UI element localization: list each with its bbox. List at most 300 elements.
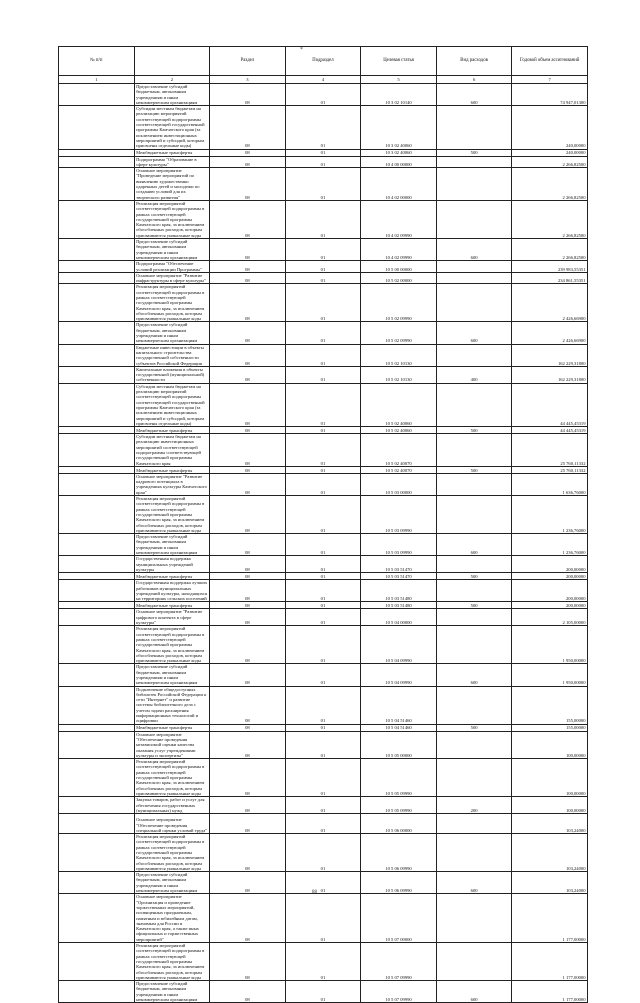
col-number: 7 (512, 76, 588, 84)
row-number-cell (59, 434, 135, 467)
header-target-article: Целевая статья (361, 47, 437, 76)
row-name-cell: Реализация мероприятий соответствующей подпрограммы в рамках соответствующей государственной программы Камчатского края, за исключением обособленных расходов, которым присваиваются уникальные коды (134, 496, 210, 534)
row-subsection-cell: 01 (285, 981, 361, 1003)
row-target-article-cell: 10 5 04 00000 (361, 609, 437, 626)
row-section-cell: 08 (210, 814, 286, 834)
row-section-cell: 08 (210, 664, 286, 686)
header-name (134, 47, 210, 76)
row-subsection-cell: 01 (285, 814, 361, 834)
table-row (59, 724, 588, 731)
page-number: 88 (312, 890, 317, 895)
row-target-article-cell: 10 5 04 09990 (361, 626, 437, 664)
row-name-cell: Основное мероприятие "Проведение мероприятий по выявлению художественно одаренных детей и молодежи по созданию условий для их творческого развития" (134, 168, 210, 201)
row-section-cell: 08 (210, 731, 286, 758)
row-amount-cell: 155,00000 (512, 724, 588, 731)
col-number: 4 (285, 76, 361, 84)
table-row (59, 759, 588, 797)
row-amount-cell: 25 760,11332 (512, 434, 588, 467)
row-target-article-cell: 10 5 03 09990 (361, 496, 437, 534)
row-subsection-cell: 01 (285, 272, 361, 284)
table-row (59, 261, 588, 273)
row-number-cell (59, 814, 135, 834)
row-target-article-cell: 10 5 02 10130 (361, 344, 437, 366)
row-number-cell (59, 872, 135, 894)
row-expense-kind-cell (436, 156, 512, 168)
row-target-article-cell: 10 5 05 00000 (361, 731, 437, 758)
row-subsection-cell: 01 (285, 664, 361, 686)
row-expense-kind-cell (436, 473, 512, 495)
row-target-article-cell: 10 5 02 40060 (361, 383, 437, 426)
row-number-cell (59, 261, 135, 273)
row-target-article-cell: 10 5 07 00000 (361, 894, 437, 943)
table-row (59, 156, 588, 168)
row-name-cell: Реализация мероприятий соответствующей подпрограммы в рамках соответствующей государственной программы Камчатского края, за исключением обособленных расходов, которым присваиваются уникальные коды (134, 834, 210, 872)
row-amount-cell: 155,00000 (512, 686, 588, 724)
row-amount-cell: 240,00000 (512, 149, 588, 156)
row-subsection-cell: 01 (285, 872, 361, 894)
row-amount-cell: 2 266,82500 (512, 168, 588, 201)
table-row (59, 943, 588, 981)
row-section-cell: 08 (210, 797, 286, 814)
header-expense-kind: Вид расходов (436, 47, 512, 76)
table-row (59, 609, 588, 626)
row-expense-kind-cell: 200 (436, 797, 512, 814)
row-section-cell: 08 (210, 686, 286, 724)
row-subsection-cell: 01 (285, 200, 361, 238)
row-subsection-cell: 01 (285, 168, 361, 201)
row-target-article-cell: 10 5 07 09990 (361, 943, 437, 981)
col-number: 2 (134, 76, 210, 84)
row-expense-kind-cell (436, 383, 512, 426)
row-target-article-cell: 10 5 04 51460 (361, 686, 437, 724)
row-amount-cell: 240,00000 (512, 106, 588, 149)
table-row (59, 272, 588, 284)
table-row (59, 427, 588, 434)
row-expense-kind-cell (436, 496, 512, 534)
table-body (59, 84, 588, 1003)
row-name-cell: Субсидии местным бюджетам на реализацию мероприятий соответствующей подпрограммы соответствующей государственной программы Камчатского края (за исключением инвестиционных мероприятий и субсидий, которым присвоены отдельные коды) (134, 106, 210, 149)
header-subsection: Подраздел (285, 47, 361, 76)
row-target-article-cell: 10 5 06 09990 (361, 872, 437, 894)
row-name-cell: Межбюджетные трансферты (134, 724, 210, 731)
row-number-cell (59, 272, 135, 284)
page-marker: * (300, 47, 303, 53)
row-name-cell: Подпрограмма "Образование в сфере культуры" (134, 156, 210, 168)
table-row (59, 473, 588, 495)
row-section-cell: 08 (210, 473, 286, 495)
row-target-article-cell: 10 5 03 51480 (361, 580, 437, 602)
row-expense-kind-cell (436, 814, 512, 834)
row-name-cell: Основное мероприятие "Развитие кадрового потенциала в учреждениях культуры Камчатского края" (134, 473, 210, 495)
row-number-cell (59, 573, 135, 580)
row-subsection-cell: 01 (285, 580, 361, 602)
row-amount-cell: 1 177,00000 (512, 943, 588, 981)
row-target-article-cell: 10 4 02 00000 (361, 168, 437, 201)
table-row (59, 580, 588, 602)
table-row (59, 168, 588, 201)
row-number-cell (59, 473, 135, 495)
row-target-article-cell: 10 3 02 10140 (361, 84, 437, 106)
row-number-cell (59, 834, 135, 872)
row-section-cell: 08 (210, 872, 286, 894)
row-number-cell (59, 427, 135, 434)
table-row (59, 84, 588, 106)
row-name-cell: Межбюджетные трансферты (134, 466, 210, 473)
row-expense-kind-cell (436, 686, 512, 724)
row-expense-kind-cell: 500 (436, 602, 512, 609)
row-section-cell: 08 (210, 834, 286, 872)
row-section-cell: 08 (210, 602, 286, 609)
table-row (59, 149, 588, 156)
row-number-cell (59, 284, 135, 322)
row-subsection-cell: 01 (285, 156, 361, 168)
row-amount-cell: 200,00000 (512, 602, 588, 609)
row-name-cell: Реализация мероприятий соответствующей подпрограммы в рамках соответствующей государственной программы Камчатского края, за исключением обособленных расходов, которым присваиваются уникальные коды (134, 284, 210, 322)
row-amount-cell: 234 861,55351 (512, 272, 588, 284)
table-row (59, 573, 588, 580)
row-name-cell: Основное мероприятие "Обеспечение проведения независимой оценки качества оказания услуг учреждениями культуры и экспертизы" (134, 731, 210, 758)
row-number-cell (59, 943, 135, 981)
row-subsection-cell: 01 (285, 106, 361, 149)
row-amount-cell: 2 266,82500 (512, 156, 588, 168)
row-name-cell: Закупка товаров, работ и услуг для обеспечения государственных (муниципальных) нужд (134, 797, 210, 814)
row-expense-kind-cell: 400 (436, 366, 512, 383)
row-amount-cell: 100,00000 (512, 731, 588, 758)
row-target-article-cell: 10 5 05 09990 (361, 797, 437, 814)
row-number-cell (59, 239, 135, 261)
table-row (59, 466, 588, 473)
row-number-cell (59, 106, 135, 149)
row-name-cell: Межбюджетные трансферты (134, 427, 210, 434)
row-number-cell (59, 168, 135, 201)
row-target-article-cell: 10 5 03 51480 (361, 602, 437, 609)
row-amount-cell: 2 426,66900 (512, 322, 588, 344)
row-expense-kind-cell: 500 (436, 724, 512, 731)
row-expense-kind-cell (436, 580, 512, 602)
row-name-cell: Предоставление субсидий бюджетным, автономным учреждениям и иным некоммерческим организациям (134, 664, 210, 686)
row-section-cell: 08 (210, 434, 286, 467)
row-section-cell: 08 (210, 239, 286, 261)
row-amount-cell: 103,24000 (512, 834, 588, 872)
row-target-article-cell: 10 5 02 00000 (361, 272, 437, 284)
row-expense-kind-cell (436, 834, 512, 872)
row-subsection-cell: 01 (285, 473, 361, 495)
row-target-article-cell: 10 5 04 09990 (361, 664, 437, 686)
row-section-cell: 08 (210, 556, 286, 573)
row-amount-cell: 74 947,01300 (512, 84, 588, 106)
row-section-cell: 08 (210, 759, 286, 797)
row-target-article-cell: 10 4 02 09990 (361, 239, 437, 261)
row-number-cell (59, 609, 135, 626)
row-amount-cell: 2 426,66900 (512, 284, 588, 322)
row-section-cell: 08 (210, 626, 286, 664)
row-expense-kind-cell: 600 (436, 872, 512, 894)
row-section-cell: 08 (210, 466, 286, 473)
row-subsection-cell: 01 (285, 434, 361, 467)
row-target-article-cell: 10 3 02 40060 (361, 106, 437, 149)
row-name-cell: Государственная поддержка лучших работников муниципальных учреждений культуры, находящихся на территориях сельских поселений (134, 580, 210, 602)
row-subsection-cell: 01 (285, 894, 361, 943)
row-expense-kind-cell: 600 (436, 322, 512, 344)
row-amount-cell: 162 229,31800 (512, 344, 588, 366)
row-target-article-cell: 10 5 02 10130 (361, 366, 437, 383)
row-target-article-cell: 10 5 03 09990 (361, 534, 437, 556)
row-name-cell: Реализация мероприятий соответствующей подпрограммы в рамках соответствующей государственной программы Камчатского края, за исключением обособленных расходов, которым присваиваются уникальные коды (134, 759, 210, 797)
row-amount-cell: 2 105,00000 (512, 609, 588, 626)
row-number-cell (59, 981, 135, 1003)
row-section-cell: 08 (210, 284, 286, 322)
row-number-cell (59, 383, 135, 426)
row-section-cell: 08 (210, 366, 286, 383)
row-amount-cell: 200,00000 (512, 573, 588, 580)
table-header-row (59, 47, 588, 76)
row-number-cell (59, 894, 135, 943)
row-expense-kind-cell (436, 731, 512, 758)
table-row (59, 534, 588, 556)
row-name-cell: Государственная поддержка муниципальных учреждений культуры (134, 556, 210, 573)
row-number-cell (59, 759, 135, 797)
table-row (59, 366, 588, 383)
row-number-cell (59, 602, 135, 609)
row-subsection-cell: 01 (285, 366, 361, 383)
table-row (59, 664, 588, 686)
row-name-cell: Подпрограмма "Обеспечение условий реализации Программы" (134, 261, 210, 273)
table-row (59, 322, 588, 344)
row-number-cell (59, 149, 135, 156)
row-section-cell: 08 (210, 724, 286, 731)
row-target-article-cell: 10 5 02 40070 (361, 466, 437, 473)
row-expense-kind-cell (436, 894, 512, 943)
row-amount-cell: 1 236,76000 (512, 496, 588, 534)
row-expense-kind-cell (436, 106, 512, 149)
row-expense-kind-cell (436, 609, 512, 626)
row-name-cell: Реализация мероприятий соответствующей подпрограммы в рамках соответствующей государственной программы Камчатского края, за исключением обособленных расходов, которым присваиваются уникальные коды (134, 943, 210, 981)
row-section-cell: 08 (210, 344, 286, 366)
row-target-article-cell: 10 5 03 51470 (361, 573, 437, 580)
row-number-cell (59, 724, 135, 731)
row-expense-kind-cell (436, 344, 512, 366)
row-number-cell (59, 322, 135, 344)
row-expense-kind-cell (436, 168, 512, 201)
row-subsection-cell: 01 (285, 731, 361, 758)
row-name-cell: Бюджетные инвестиции в объекты капитального строительства государственной собственности субъектов Российской Федерации (134, 344, 210, 366)
row-amount-cell: 239 983,55351 (512, 261, 588, 273)
row-amount-cell: 2 266,82500 (512, 239, 588, 261)
row-section-cell: 08 (210, 200, 286, 238)
row-amount-cell: 100,00000 (512, 759, 588, 797)
row-name-cell: Субсидии местным бюджетам на реализацию инвестиционных мероприятий соответствующей подпрограммы соответствующей государственной программы Камчатского края (134, 434, 210, 467)
row-number-cell (59, 466, 135, 473)
row-subsection-cell: 01 (285, 556, 361, 573)
table-row (59, 556, 588, 573)
row-expense-kind-cell: 500 (436, 427, 512, 434)
row-section-cell: 08 (210, 383, 286, 426)
table-row (59, 731, 588, 758)
row-expense-kind-cell (436, 626, 512, 664)
budget-table (58, 46, 588, 1003)
row-number-cell (59, 534, 135, 556)
table-row (59, 284, 588, 322)
row-subsection-cell: 01 (285, 626, 361, 664)
row-target-article-cell: 10 4 00 00000 (361, 156, 437, 168)
row-subsection-cell: 01 (285, 573, 361, 580)
row-number-cell (59, 200, 135, 238)
row-section-cell: 08 (210, 534, 286, 556)
row-expense-kind-cell: 600 (436, 84, 512, 106)
table-row (59, 106, 588, 149)
row-expense-kind-cell (436, 434, 512, 467)
row-section-cell: 08 (210, 261, 286, 273)
row-subsection-cell: 01 (285, 383, 361, 426)
row-section-cell: 08 (210, 427, 286, 434)
row-amount-cell: 200,00000 (512, 556, 588, 573)
row-section-cell: 08 (210, 580, 286, 602)
row-expense-kind-cell: 500 (436, 466, 512, 473)
row-expense-kind-cell: 600 (436, 664, 512, 686)
table-row (59, 602, 588, 609)
row-subsection-cell: 01 (285, 797, 361, 814)
row-target-article-cell: 10 5 03 51470 (361, 556, 437, 573)
row-subsection-cell: 01 (285, 322, 361, 344)
row-target-article-cell: 10 3 02 40060 (361, 149, 437, 156)
row-subsection-cell: 01 (285, 686, 361, 724)
row-expense-kind-cell (436, 200, 512, 238)
row-amount-cell: 1 950,00000 (512, 664, 588, 686)
row-name-cell: Капитальные вложения в объекты государственной (муниципальной) собственности (134, 366, 210, 383)
row-name-cell: Предоставление субсидий бюджетным, автономным учреждениям и иным некоммерческим организациям (134, 534, 210, 556)
row-name-cell: Субсидии местным бюджетам на реализацию мероприятий соответствующей подпрограммы соответствующей государственной программы Камчатского края (за исключением инвестиционных мероприятий и субсидий, которым присвоены отдельные коды) (134, 383, 210, 426)
table-row (59, 239, 588, 261)
row-amount-cell: 100,00000 (512, 797, 588, 814)
row-amount-cell: 2 266,82500 (512, 200, 588, 238)
row-expense-kind-cell (436, 556, 512, 573)
table-row (59, 200, 588, 238)
row-section-cell: 08 (210, 156, 286, 168)
table-row (59, 797, 588, 814)
row-name-cell: Реализация мероприятий соответствующей подпрограммы в рамках соответствующей государственной программы Камчатского края, за исключением обособленных расходов, которым присваиваются уникальные коды (134, 626, 210, 664)
col-number: 3 (210, 76, 286, 84)
row-section-cell: 08 (210, 496, 286, 534)
row-subsection-cell: 01 (285, 496, 361, 534)
col-number: 5 (361, 76, 437, 84)
row-name-cell: Предоставление субсидий бюджетным, автономным учреждениям и иным некоммерческим организациям (134, 84, 210, 106)
row-expense-kind-cell: 600 (436, 534, 512, 556)
table-row (59, 344, 588, 366)
row-amount-cell: 1 636,76000 (512, 473, 588, 495)
row-number-cell (59, 496, 135, 534)
row-target-article-cell: 10 4 02 09990 (361, 200, 437, 238)
row-number-cell (59, 556, 135, 573)
row-name-cell: Предоставление субсидий бюджетным, автономным учреждениям и иным некоммерческим организациям (134, 872, 210, 894)
row-name-cell: Основное мероприятие "Организация и проведение торжественных мероприятий, посвященных праздничным, памятным и юбилейным датам, значимым для России и Камчатского края, а также иных официальных и торжественных мероприятий" (134, 894, 210, 943)
table-row (59, 434, 588, 467)
row-subsection-cell: 01 (285, 602, 361, 609)
column-number-row (59, 76, 588, 84)
table-row (59, 872, 588, 894)
row-subsection-cell: 01 (285, 284, 361, 322)
row-number-cell (59, 344, 135, 366)
row-name-cell: Предоставление субсидий бюджетным, автономным учреждениям и иным некоммерческим организациям (134, 239, 210, 261)
row-expense-kind-cell: 500 (436, 573, 512, 580)
row-section-cell: 08 (210, 106, 286, 149)
row-name-cell: Межбюджетные трансферты (134, 149, 210, 156)
table-row (59, 686, 588, 724)
row-target-article-cell: 10 5 06 00000 (361, 814, 437, 834)
row-amount-cell: 44 445,45319 (512, 383, 588, 426)
row-section-cell: 08 (210, 943, 286, 981)
row-subsection-cell: 01 (285, 943, 361, 981)
row-section-cell: 08 (210, 609, 286, 626)
row-subsection-cell: 01 (285, 834, 361, 872)
row-amount-cell: 1 236,76000 (512, 534, 588, 556)
row-section-cell: 08 (210, 84, 286, 106)
row-amount-cell: 200,00000 (512, 580, 588, 602)
row-amount-cell: 1 950,00000 (512, 626, 588, 664)
row-subsection-cell: 01 (285, 84, 361, 106)
row-name-cell: Межбюджетные трансферты (134, 602, 210, 609)
row-target-article-cell: 10 5 02 09990 (361, 284, 437, 322)
row-name-cell: Предоставление субсидий бюджетным, автономным учреждениям и иным некоммерческим организациям (134, 981, 210, 1003)
table-row (59, 626, 588, 664)
table-row (59, 383, 588, 426)
row-subsection-cell: 01 (285, 609, 361, 626)
row-target-article-cell: 10 5 02 40070 (361, 434, 437, 467)
header-section: Раздел (210, 47, 286, 76)
table-row (59, 496, 588, 534)
row-subsection-cell: 01 (285, 149, 361, 156)
row-expense-kind-cell (436, 943, 512, 981)
table-row (59, 814, 588, 834)
row-expense-kind-cell (436, 272, 512, 284)
row-expense-kind-cell (436, 284, 512, 322)
row-name-cell: Основное мероприятие "Развитие цифрового контента в сфере культуры" (134, 609, 210, 626)
row-number-cell (59, 731, 135, 758)
table-row (59, 894, 588, 943)
row-name-cell: Предоставление субсидий бюджетным, автономным учреждениям и иным некоммерческим организациям (134, 322, 210, 344)
row-section-cell: 08 (210, 981, 286, 1003)
row-number-cell (59, 686, 135, 724)
row-subsection-cell: 01 (285, 466, 361, 473)
row-section-cell: 08 (210, 149, 286, 156)
col-number: 1 (59, 76, 135, 84)
row-section-cell: 08 (210, 272, 286, 284)
row-expense-kind-cell (436, 759, 512, 797)
row-subsection-cell: 01 (285, 724, 361, 731)
table-row (59, 981, 588, 1003)
row-section-cell: 08 (210, 168, 286, 201)
row-expense-kind-cell: 600 (436, 981, 512, 1003)
row-target-article-cell: 10 5 03 00000 (361, 473, 437, 495)
row-number-cell (59, 664, 135, 686)
row-number-cell (59, 797, 135, 814)
row-name-cell: Основное мероприятие "Развитие инфраструктуры в сфере культуры" (134, 272, 210, 284)
row-number-cell (59, 84, 135, 106)
header-annual-amount: Годовой объем ассигнований (512, 47, 588, 76)
row-target-article-cell: 10 5 04 51460 (361, 724, 437, 731)
row-number-cell (59, 580, 135, 602)
row-subsection-cell: 01 (285, 759, 361, 797)
row-name-cell: Основное мероприятие "Обеспечение проведения специальной оценки условий труда" (134, 814, 210, 834)
row-amount-cell: 25 760,11332 (512, 466, 588, 473)
row-subsection-cell: 01 (285, 534, 361, 556)
row-target-article-cell: 10 5 02 40060 (361, 427, 437, 434)
row-target-article-cell: 10 5 06 09990 (361, 834, 437, 872)
row-amount-cell: 44 445,45319 (512, 427, 588, 434)
row-amount-cell: 1 177,00000 (512, 894, 588, 943)
col-number: 6 (436, 76, 512, 84)
row-expense-kind-cell: 600 (436, 239, 512, 261)
table-row (59, 834, 588, 872)
